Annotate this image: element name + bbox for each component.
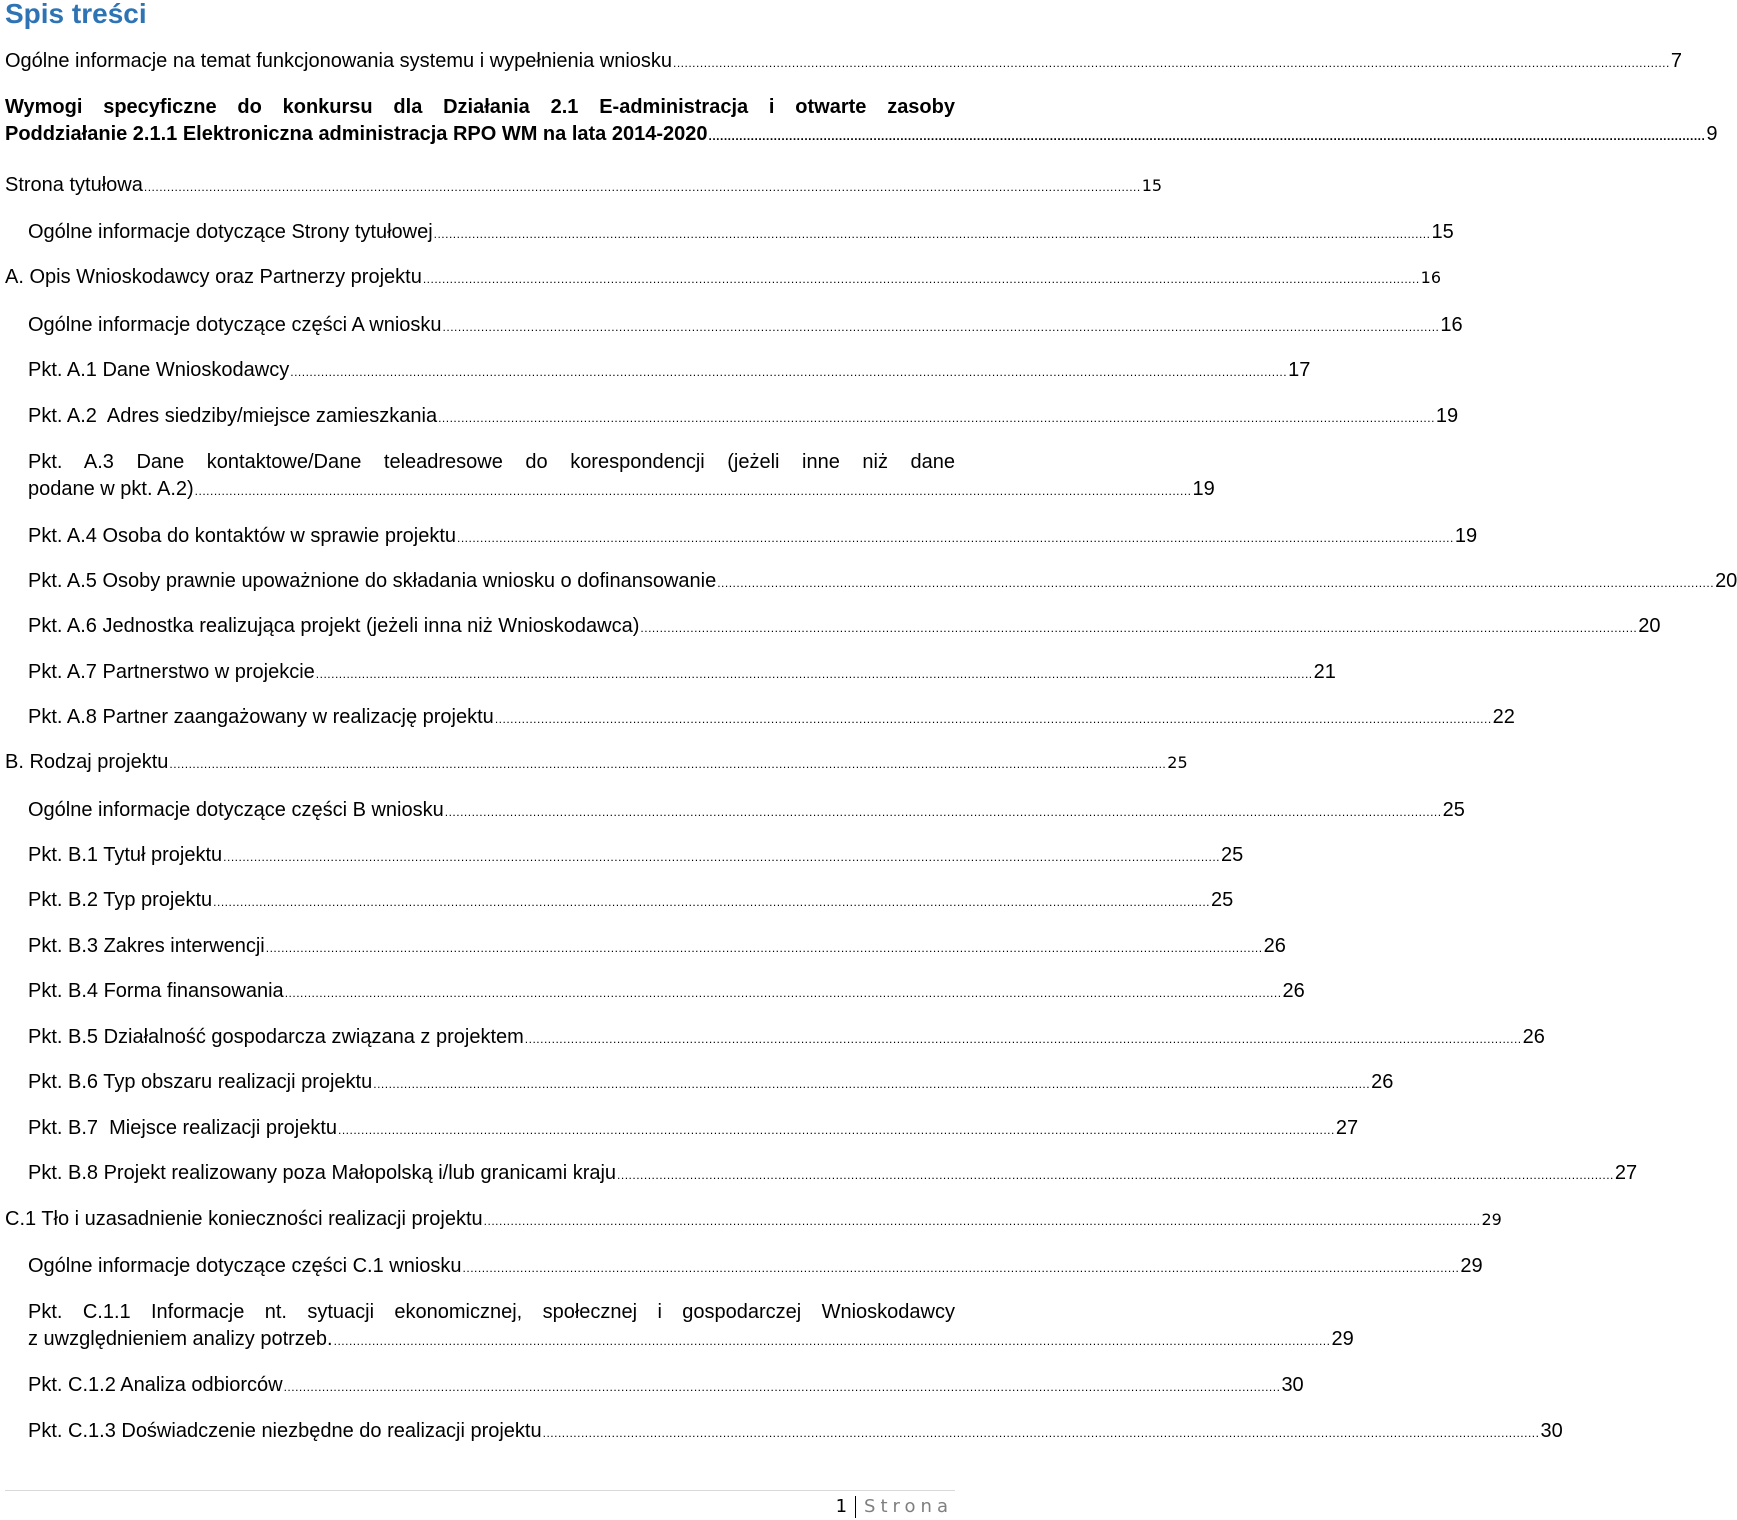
toc-leader: .................................................................................................................................................................................................................................................................... bbox=[283, 1380, 1281, 1394]
toc-leader: .................................................................................................................................................................................................................................................................... bbox=[673, 56, 1670, 70]
toc-leader: .................................................................................................................................................................................................................................................................... bbox=[373, 1077, 1371, 1091]
toc-entry-lead: Wymogi specyficzne do konkursu dla Działania 2.1 E-administracja i otwarte zasoby bbox=[5, 96, 955, 118]
footer-divider bbox=[5, 1490, 955, 1491]
toc-entry[interactable] bbox=[28, 797, 1465, 826]
toc-entry[interactable] bbox=[5, 94, 1718, 150]
toc-entry[interactable] bbox=[28, 704, 1515, 733]
toc-entry[interactable] bbox=[28, 1372, 1304, 1401]
toc-entry[interactable] bbox=[28, 1299, 1354, 1355]
toc-entry[interactable] bbox=[28, 568, 1737, 597]
toc-entry-text: Pkt. B.3 Zakres interwencji bbox=[28, 935, 265, 957]
toc-leader: .................................................................................................................................................................................................................................................................... bbox=[143, 180, 1141, 194]
toc-leader: .................................................................................................................................................................................................................................................................... bbox=[462, 1261, 1460, 1275]
toc-entry[interactable] bbox=[28, 1115, 1359, 1144]
toc-entry-text: Pkt. B.5 Działalność gospodarcza związana z projektem bbox=[28, 1026, 524, 1048]
toc-leader: .................................................................................................................................................................................................................................................................... bbox=[315, 667, 1313, 681]
toc-entry-page: 26 bbox=[1522, 1026, 1545, 1048]
toc-entry-page: 22 bbox=[1492, 706, 1515, 728]
toc-entry-lead: Pkt. C.1.1 Informacje nt. sytuacji ekonomicznej, społecznej i gospodarczej Wnioskodawcy bbox=[28, 1301, 955, 1323]
toc-entry[interactable] bbox=[28, 842, 1244, 871]
toc-entry-text: Pkt. B.4 Forma finansowania bbox=[28, 980, 284, 1002]
toc-entry-text: Ogólne informacje dotyczące Strony tytułowej bbox=[28, 221, 433, 243]
toc-entry[interactable] bbox=[28, 1160, 1638, 1189]
toc-entry[interactable] bbox=[5, 264, 1442, 293]
toc-entry[interactable] bbox=[28, 219, 1454, 248]
toc-leader: .................................................................................................................................................................................................................................................................... bbox=[422, 272, 1420, 286]
toc-entry-page: 27 bbox=[1614, 1162, 1638, 1184]
toc-entry-page: 30 bbox=[1281, 1374, 1304, 1396]
toc-leader: .................................................................................................................................................................................................................................................................... bbox=[223, 850, 1221, 864]
toc-entry-text: Poddziałanie 2.1.1 Elektroniczna administracja RPO WM na lata 2014-2020 bbox=[5, 123, 708, 145]
toc-leader: .................................................................................................................................................................................................................................................................... bbox=[194, 484, 1192, 498]
toc-entry[interactable] bbox=[28, 978, 1305, 1007]
toc-title: Spis treści bbox=[5, 0, 147, 29]
toc-entry-page: 19 bbox=[1192, 478, 1215, 500]
toc-leader: .................................................................................................................................................................................................................................................................... bbox=[213, 895, 1211, 909]
toc-entry[interactable] bbox=[28, 659, 1336, 688]
toc-entry-page: 26 bbox=[1371, 1071, 1394, 1093]
toc-entry-page: 16 bbox=[1420, 268, 1442, 287]
toc-entry-text: Pkt. B.1 Tytuł projektu bbox=[28, 844, 223, 866]
toc-entry-text: podane w pkt. A.2) bbox=[28, 478, 194, 500]
toc-entry-page: 19 bbox=[1454, 525, 1478, 547]
toc-entry-page: 25 bbox=[1221, 844, 1244, 866]
toc-entry-text: Pkt. A.5 Osoby prawnie upoważnione do składania wniosku o dofinansowanie bbox=[28, 570, 717, 592]
toc-entry-page: 7 bbox=[1670, 50, 1682, 72]
toc-leader: .................................................................................................................................................................................................................................................................... bbox=[542, 1426, 1540, 1440]
toc-entry[interactable] bbox=[28, 312, 1463, 341]
toc-entry-text: Pkt. B.8 Projekt realizowany poza Małopolską i/lub granicami kraju bbox=[28, 1162, 617, 1184]
toc-leader: .................................................................................................................................................................................................................................................................... bbox=[290, 365, 1288, 379]
toc-entry-text: A. Opis Wnioskodawcy oraz Partnerzy projektu bbox=[5, 266, 422, 288]
toc-entry-text: Pkt. A.2 Adres siedziby/miejsce zamieszkania bbox=[28, 405, 438, 427]
toc-entry[interactable] bbox=[5, 749, 1188, 778]
toc-entry[interactable] bbox=[28, 933, 1286, 962]
toc-entry[interactable] bbox=[28, 357, 1311, 386]
toc-entry-text: Pkt. A.6 Jednostka realizująca projekt (jeżeli inna niż Wnioskodawca) bbox=[28, 615, 640, 637]
toc-leader: .................................................................................................................................................................................................................................................................... bbox=[483, 1214, 1481, 1228]
toc-entry-page: 15 bbox=[1431, 221, 1454, 243]
toc-leader: .................................................................................................................................................................................................................................................................... bbox=[338, 1123, 1335, 1137]
toc-entry-text: Ogólne informacje na temat funkcjonowania systemu i wypełnienia wniosku bbox=[5, 50, 673, 72]
toc-entry-text: Pkt. C.1.2 Analiza odbiorców bbox=[28, 1374, 283, 1396]
toc-entry-text: Pkt. B.2 Typ projektu bbox=[28, 889, 213, 911]
toc-entry-page: 15 bbox=[1141, 176, 1163, 195]
toc-entry[interactable] bbox=[5, 1206, 1502, 1235]
toc-entry-page: 25 bbox=[1211, 889, 1234, 911]
toc-entry-page: 19 bbox=[1435, 405, 1459, 427]
toc-leader: .................................................................................................................................................................................................................................................................... bbox=[457, 531, 1454, 545]
toc-entry-page: 29 bbox=[1481, 1210, 1502, 1229]
toc-entry-text: Ogólne informacje dotyczące części C.1 wniosku bbox=[28, 1255, 462, 1277]
toc-entry[interactable] bbox=[28, 1069, 1394, 1098]
toc-leader: .................................................................................................................................................................................................................................................................... bbox=[617, 1168, 1614, 1182]
toc-leader: .................................................................................................................................................................................................................................................................... bbox=[284, 986, 1282, 1000]
toc-leader: .................................................................................................................................................................................................................................................................... bbox=[438, 411, 1435, 425]
toc-entry-text: Pkt. A.1 Dane Wnioskodawcy bbox=[28, 359, 290, 381]
toc-leader: .................................................................................................................................................................................................................................................................... bbox=[494, 712, 1492, 726]
toc-entry-text: Strona tytułowa bbox=[5, 174, 143, 196]
toc-entry-text: Pkt. A.7 Partnerstwo w projekcie bbox=[28, 661, 315, 683]
toc-entry-text: Pkt. B.7 Miejsce realizacji projektu bbox=[28, 1117, 338, 1139]
toc-leader: .................................................................................................................................................................................................................................................................... bbox=[717, 576, 1715, 590]
toc-entry[interactable] bbox=[28, 887, 1234, 916]
toc-leader: .................................................................................................................................................................................................................................................................... bbox=[442, 320, 1440, 334]
toc-entry-page: 29 bbox=[1460, 1255, 1483, 1277]
toc-entry-page: 29 bbox=[1331, 1328, 1354, 1350]
toc-entry-lead: Pkt. A.3 Dane kontaktowe/Dane teleadresowe do korespondencji (jeżeli inne niż dane bbox=[28, 451, 955, 473]
toc-entry-page: 26 bbox=[1263, 935, 1286, 957]
toc-entry[interactable] bbox=[28, 1418, 1563, 1447]
toc-leader: .................................................................................................................................................................................................................................................................... bbox=[169, 757, 1167, 771]
toc-entry-page: 27 bbox=[1335, 1117, 1359, 1139]
toc-entry-text: Pkt. A.4 Osoba do kontaktów w sprawie projektu bbox=[28, 525, 456, 547]
toc-entry-text: Pkt. B.6 Typ obszaru realizacji projektu bbox=[28, 1071, 373, 1093]
toc-entry-text: z uwzględnieniem analizy potrzeb. bbox=[28, 1328, 333, 1350]
toc-entry-page: 9 bbox=[1706, 123, 1718, 145]
toc-entry-page: 30 bbox=[1540, 1420, 1563, 1442]
toc-entry[interactable] bbox=[28, 523, 1478, 552]
toc-entry-page: 17 bbox=[1288, 359, 1311, 381]
toc-entry-page: 20 bbox=[1638, 615, 1661, 637]
toc-entry[interactable] bbox=[28, 613, 1661, 642]
toc-entry-page: 20 bbox=[1715, 570, 1737, 592]
toc-entry[interactable] bbox=[5, 48, 1682, 77]
toc-entry-page: 21 bbox=[1313, 661, 1336, 683]
toc-entry-text: Ogólne informacje dotyczące części B wniosku bbox=[28, 799, 444, 821]
toc-entry-page: 16 bbox=[1440, 314, 1463, 336]
toc-leader: .................................................................................................................................................................................................................................................................... bbox=[333, 1334, 1331, 1348]
toc-entry[interactable] bbox=[5, 172, 1163, 201]
toc-entry-page: 25 bbox=[1167, 753, 1188, 772]
footer-separator bbox=[855, 1496, 856, 1518]
toc-entry-text: C.1 Tło i uzasadnienie konieczności realizacji projektu bbox=[5, 1208, 483, 1230]
toc-leader: .................................................................................................................................................................................................................................................................... bbox=[433, 227, 1431, 241]
toc-entry-text: Pkt. A.8 Partner zaangażowany w realizację projektu bbox=[28, 706, 494, 728]
toc-entry-page: 25 bbox=[1442, 799, 1465, 821]
toc-leader: .................................................................................................................................................................................................................................................................... bbox=[265, 941, 1263, 955]
toc-entry-text: Pkt. C.1.3 Doświadczenie niezbędne do realizacji projektu bbox=[28, 1420, 542, 1442]
toc-entry[interactable] bbox=[28, 449, 1215, 505]
page-footer bbox=[836, 1494, 953, 1520]
toc-entry[interactable] bbox=[28, 403, 1459, 432]
toc-leader: .................................................................................................................................................................................................................................................................... bbox=[640, 621, 1638, 635]
toc-entry-text: B. Rodzaj projektu bbox=[5, 751, 169, 773]
toc-leader: .................................................................................................................................................................................................................................................................... bbox=[524, 1032, 1522, 1046]
toc-leader: .................................................................................................................................................................................................................................................................... bbox=[444, 805, 1442, 819]
footer-page-label: Strona bbox=[864, 1496, 953, 1517]
toc-entry[interactable] bbox=[28, 1253, 1483, 1282]
toc-entry-text: Ogólne informacje dotyczące części A wniosku bbox=[28, 314, 442, 336]
footer-page-number: 1 bbox=[835, 1496, 848, 1517]
toc-entry-page: 26 bbox=[1282, 980, 1305, 1002]
toc-entry[interactable] bbox=[28, 1024, 1545, 1053]
toc-leader: .................................................................................................................................................................................................................................................................... bbox=[708, 129, 1706, 143]
